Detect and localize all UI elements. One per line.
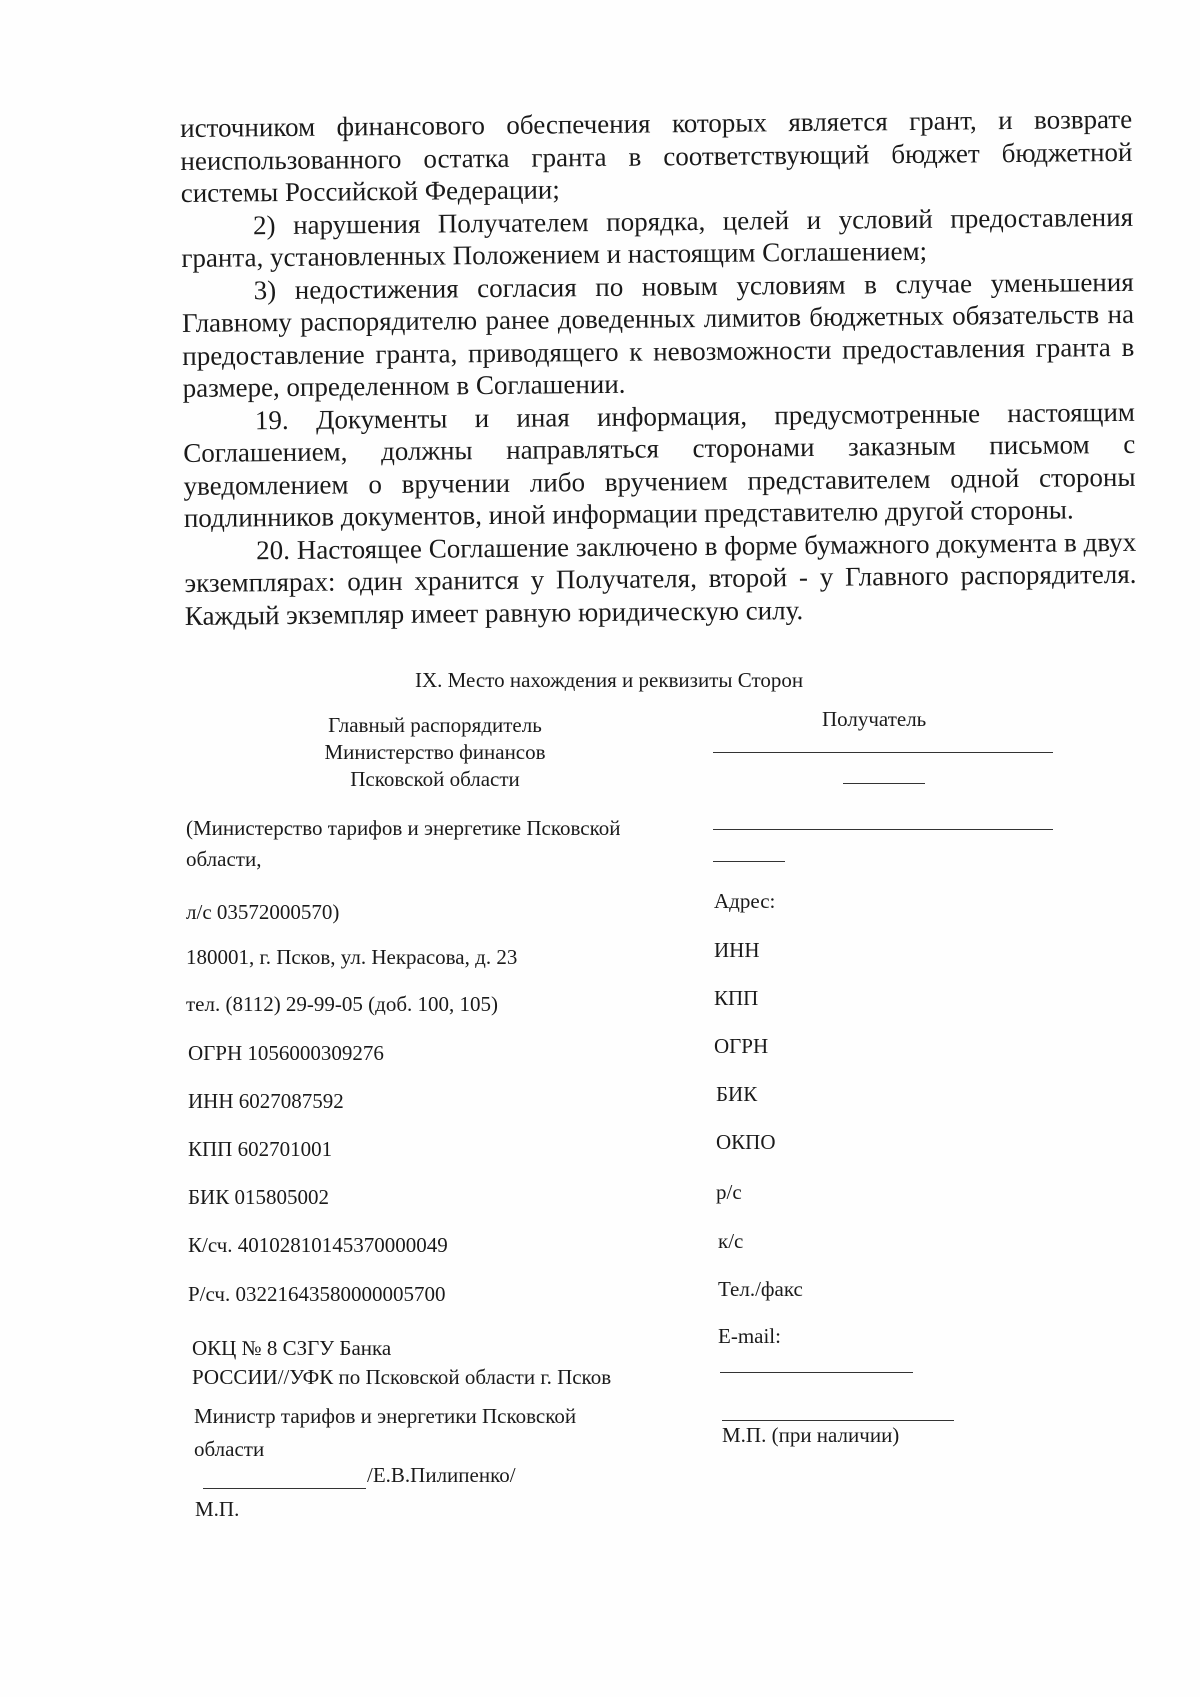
left-minister-line-2: области — [194, 1437, 265, 1461]
left-address: 180001, г. Псков, ул. Некрасова, д. 23 — [186, 945, 518, 969]
right-name-line-2 — [713, 829, 1053, 830]
paragraph-no-agreement: 3) недостижения согласия по новым условиям в случае уменьшения Главному распорядителю ранее доведенных лимитов бюджетных обязательств на предоставление гранта, приводящего к невозможности предоставления гранта в размере, определенном в Соглашении. — [181, 266, 1135, 403]
right-heading-recipient: Получатель — [822, 707, 927, 731]
right-name-line-2-short — [713, 861, 785, 862]
paragraph-20-copies: 20. Настоящее Соглашение заключено в форме бумажного документа в двух экземплярах: один хранится у Получателя, второй - у Главного распорядителя. Каждый экземпляр имеет равную юридическую силу. — [184, 526, 1137, 631]
right-address-label: Адрес: — [714, 889, 776, 913]
left-minister — [194, 1400, 576, 1466]
right-rs-label: р/с — [716, 1180, 742, 1204]
left-stamp-label: М.П. — [195, 1497, 240, 1521]
right-kpp-label: КПП — [714, 986, 759, 1010]
left-paren-line-2: области, — [186, 847, 262, 871]
right-ogrn-label: ОГРН — [714, 1034, 769, 1058]
right-signature-line — [722, 1420, 954, 1421]
left-signature-line — [203, 1488, 366, 1489]
paragraph-violation: 2) нарушения Получателем порядка, целей и условий предоставления гранта, установленных Положением и настоящим Соглашением; — [181, 201, 1134, 273]
left-ogrn: ОГРН 1056000309276 — [188, 1041, 384, 1065]
paragraph-19-documents: 19. Документы и иная информация, предусмотренные настоящим Соглашением, должны направляться сторонами заказным письмом с уведомлением о вручении либо вручением представителем одной стороны подлинников документов, иной информации представителю другой стороны. — [183, 396, 1136, 533]
right-tel-label: Тел./факс — [718, 1277, 803, 1301]
right-name-line-short — [843, 783, 925, 784]
left-inn: ИНН 6027087592 — [188, 1089, 344, 1113]
left-ks: К/сч. 40102810145370000049 — [188, 1233, 448, 1257]
left-heading-block — [300, 712, 570, 793]
left-heading-ministry: Министерство финансов — [324, 740, 546, 764]
left-kpp: КПП 602701001 — [188, 1137, 333, 1161]
left-rs: Р/сч. 03221643580000005700 — [188, 1282, 446, 1306]
right-ks-label: к/с — [718, 1229, 744, 1253]
right-email-line — [720, 1372, 913, 1373]
left-bik: БИК 015805002 — [188, 1185, 329, 1209]
left-paren-ministry — [186, 815, 620, 873]
section-title: IX. Место нахождения и реквизиты Сторон — [415, 668, 804, 692]
left-phone: тел. (8112) 29-99-05 (доб. 100, 105) — [186, 992, 499, 1016]
paragraph-grant-return: источником финансового обеспечения которых является грант, и возврате неиспользованного остатка гранта в соответствующий бюджет бюджетной системы Российской Федерации; — [180, 103, 1133, 208]
right-name-line — [713, 752, 1053, 753]
left-signature-name: /Е.В.Пилипенко/ — [367, 1463, 516, 1487]
right-inn-label: ИНН — [714, 938, 760, 962]
agreement-body-text — [180, 103, 1137, 632]
left-minister-line-1: Министр тарифов и энергетики Псковской — [194, 1404, 577, 1428]
left-bank — [192, 1334, 611, 1392]
right-okpo-label: ОКПО — [716, 1130, 776, 1154]
right-email-label: E-mail: — [718, 1324, 781, 1348]
left-heading-region: Псковской области — [350, 767, 520, 791]
left-bank-line-1: ОКЦ № 8 СЗГУ Банка — [192, 1336, 392, 1360]
left-heading-role: Главный распорядитель — [328, 713, 542, 737]
left-paren-line-1: (Министерство тарифов и энергетике Псковской — [186, 816, 621, 840]
left-bank-line-2: РОССИИ//УФК по Псковской области г. Псков — [192, 1365, 612, 1389]
right-stamp-label: М.П. (при наличии) — [722, 1423, 900, 1447]
right-bik-label: БИК — [716, 1082, 758, 1106]
left-account: л/с 03572000570) — [186, 900, 340, 924]
